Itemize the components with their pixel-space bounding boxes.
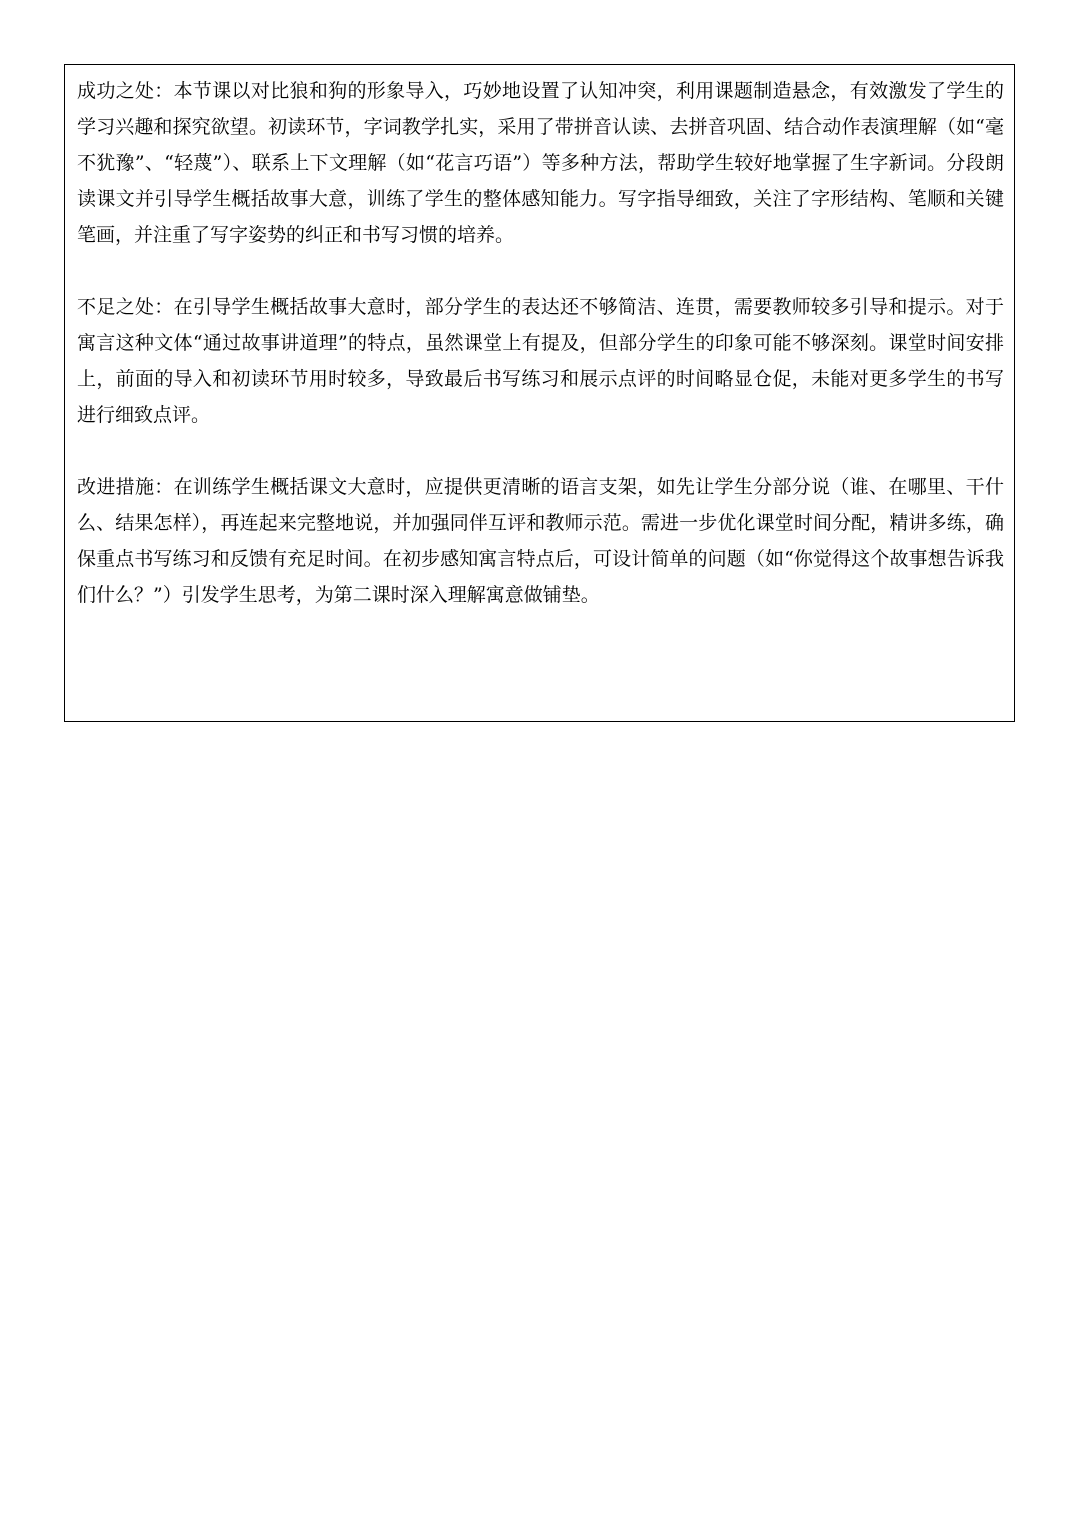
- success-paragraph: 成功之处：本节课以对比狼和狗的形象导入，巧妙地设置了认知冲突，利用课题制造悬念，有效激发了学生的学习兴趣和探究欲望。初读环节，字词教学扎实，采用了带拼音认读、去拼音巩固、结合动作表演理解（如“毫不犹豫”、“轻蔑”）、联系上下文理解（如“花言巧语”）等多种方法，帮助学生较好地掌握了生字新词。分段朗读课文并引导学生概括故事大意，训练了学生的整体感知能力。写字指导细致，关注了字形结构、笔顺和关键笔画，并注重了写字姿势的纠正和书写习惯的培养。: [77, 80, 1004, 246]
- paragraph-spacer: [77, 253, 1004, 289]
- improvement-paragraph: 改进措施：在训练学生概括课文大意时，应提供更清晰的语言支架，如先让学生分部分说（谁、在哪里、干什么、结果怎样），再连起来完整地说，并加强同伴互评和教师示范。需进一步优化课堂时间分配，精讲多练，确保重点书写练习和反馈有充足时间。在初步感知寓言特点后，可设计简单的问题（如“你觉得这个故事想告诉我们什么？”）引发学生思考，为第二课时深入理解寓意做铺垫。: [77, 476, 1004, 606]
- paragraph-spacer: [77, 433, 1004, 469]
- shortcoming-paragraph: 不足之处：在引导学生概括故事大意时，部分学生的表达还不够简洁、连贯，需要教师较多引导和提示。对于寓言这种文体“通过故事讲道理”的特点，虽然课堂上有提及，但部分学生的印象可能不够深刻。课堂时间安排上，前面的导入和初读环节用时较多，导致最后书写练习和展示点评的时间略显仓促，未能对更多学生的书写进行细致点评。: [77, 296, 1004, 426]
- reflection-table-cell: [64, 64, 1015, 722]
